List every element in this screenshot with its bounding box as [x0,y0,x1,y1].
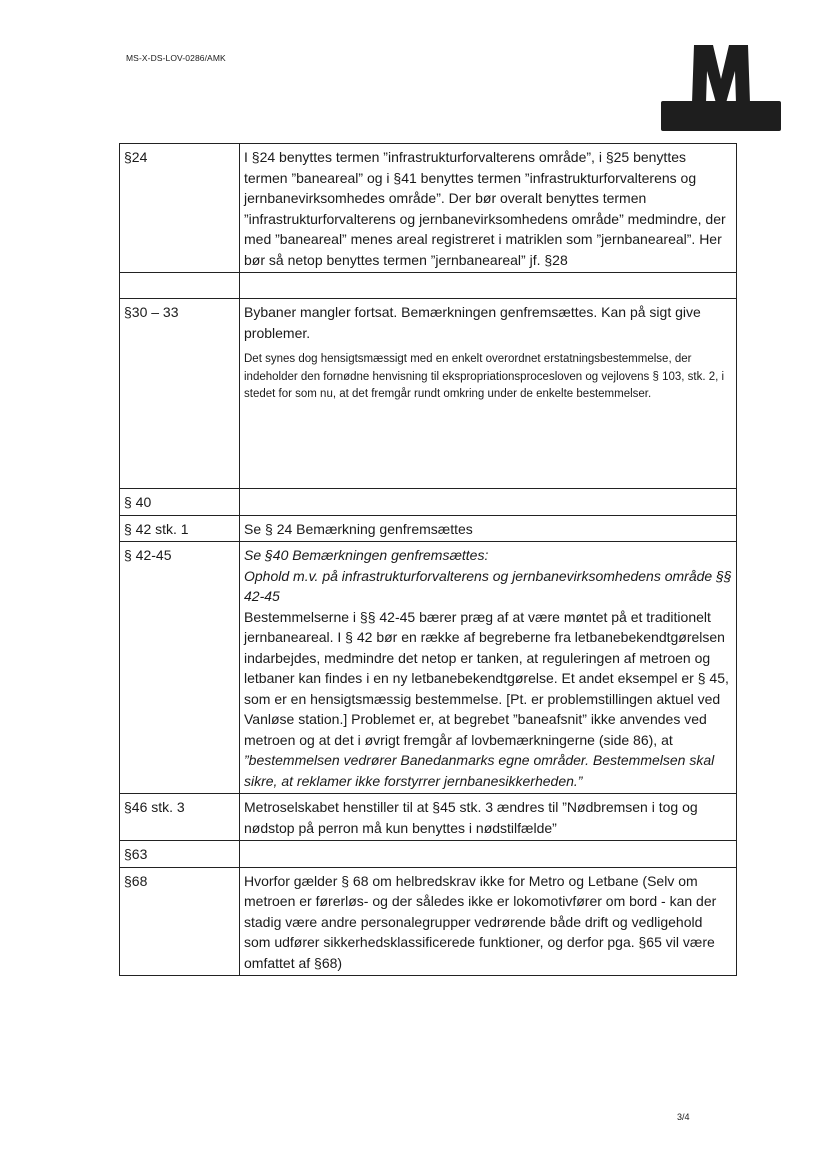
comment-italic-subheading: Ophold m.v. på infrastrukturforvalterens og jernbanevirksomhedens område §§ 42-45 [244,567,732,604]
section-cell: §24 [120,144,240,273]
comment-quote: ”bestemmelsen vedrører Banedanmarks egne områder. Bestemmelsen skal sikre, at reklamer ikke forstyrrer jernbanesikkerheden.” [244,752,715,789]
section-cell: § 42-45 [120,542,240,794]
table-row [120,515,737,542]
section-cell: § 42 stk. 1 [120,515,240,542]
section-cell [120,273,240,299]
comment-cell [240,489,737,516]
table-row [120,144,737,273]
table-row [120,794,737,841]
comment-cell: Se § 24 Bemærkning genfremsættes [240,515,737,542]
comment-note: Det synes dog hensigtsmæssigt med en enkelt overordnet erstatningsbestemmelse, der indeholder den fornødne henvisning til ekspropriationsprocesloven og vejlovens § 103, stk. 2, i stedet for som nu, at det fremgår rundt omkring under de enkelte bestemmelser. [244,353,725,400]
section-cell: §68 [120,867,240,976]
comment-text: Bestemmelserne i §§ 42-45 bærer præg af at være møntet på et traditionelt jernbaneareal. I § 42 bør en række af begreberne fra letbanebekendtgørelsen indarbejdes, medmindre det netop er tanken, at reguleringen af metroen og letbaner kan findes i en ny letbanebekendtgørelse. Et andet eksempel er § 45, som er en hensigtsmæssig bestemmelse. [Pt. er problemstillingen aktuel ved Vanløse station.] Problemet er, at begrebet ”baneafsnit” ikke anvendes ved metroen og at det i øvrigt fremgår af lovbemærkningerne (side 86), at [244,608,729,748]
comment-cell [240,299,737,489]
table-row [120,489,737,516]
comment-cell [240,273,737,299]
table-row [120,273,737,299]
comment-cell: Metroselskabet henstiller til at §45 stk. 3 ændres til ”Nødbremsen i tog og nødstop på perron må kun benyttes i nødstilfælde” [240,794,737,841]
metro-logo [661,45,781,131]
comment-cell [240,841,737,868]
comments-table [119,143,737,976]
table-row [120,841,737,868]
comment-cell: I §24 benyttes termen ”infrastrukturforvalterens område”, i §25 benyttes termen ”baneareal” og i §41 benyttes termen ”infrastrukturforvalterens og jernbanevirksomhedes område”. Der bør overalt benyttes termen ”infrastrukturforvalterens og jernbanevirksomhedens område” medmindre, der med ”baneareal” menes areal registreret i matriklen som ”jernbaneareal”. Her bør så netop benyttes termen ”jernbaneareal” jf. §28 [240,144,737,273]
comment-cell [240,542,737,794]
section-cell: §30 – 33 [120,299,240,489]
document-reference: MS-X-DS-LOV-0286/AMK [126,53,226,63]
section-cell: § 40 [120,489,240,516]
section-cell: §63 [120,841,240,868]
section-cell: §46 stk. 3 [120,794,240,841]
page-number: 3/4 [677,1112,690,1122]
table-row [120,542,737,794]
comment-cell: Hvorfor gælder § 68 om helbredskrav ikke for Metro og Letbane (Selv om metroen er førerløs- og der således ikke er lokomotivfører om bord - kan der stadig være andre personalegrupper vedrørende både drift og vedligehold som udfører sikkerhedsklassificerede funktioner, og derfor pga. §65 vil være omfattet af §68) [240,867,737,976]
table-row [120,299,737,489]
comment-italic-heading: Se §40 Bemærkningen genfremsættes: [244,547,489,563]
comment-text: Bybaner mangler fortsat. Bemærkningen genfremsættes. Kan på sigt give problemer. [244,304,701,341]
table-row [120,867,737,976]
